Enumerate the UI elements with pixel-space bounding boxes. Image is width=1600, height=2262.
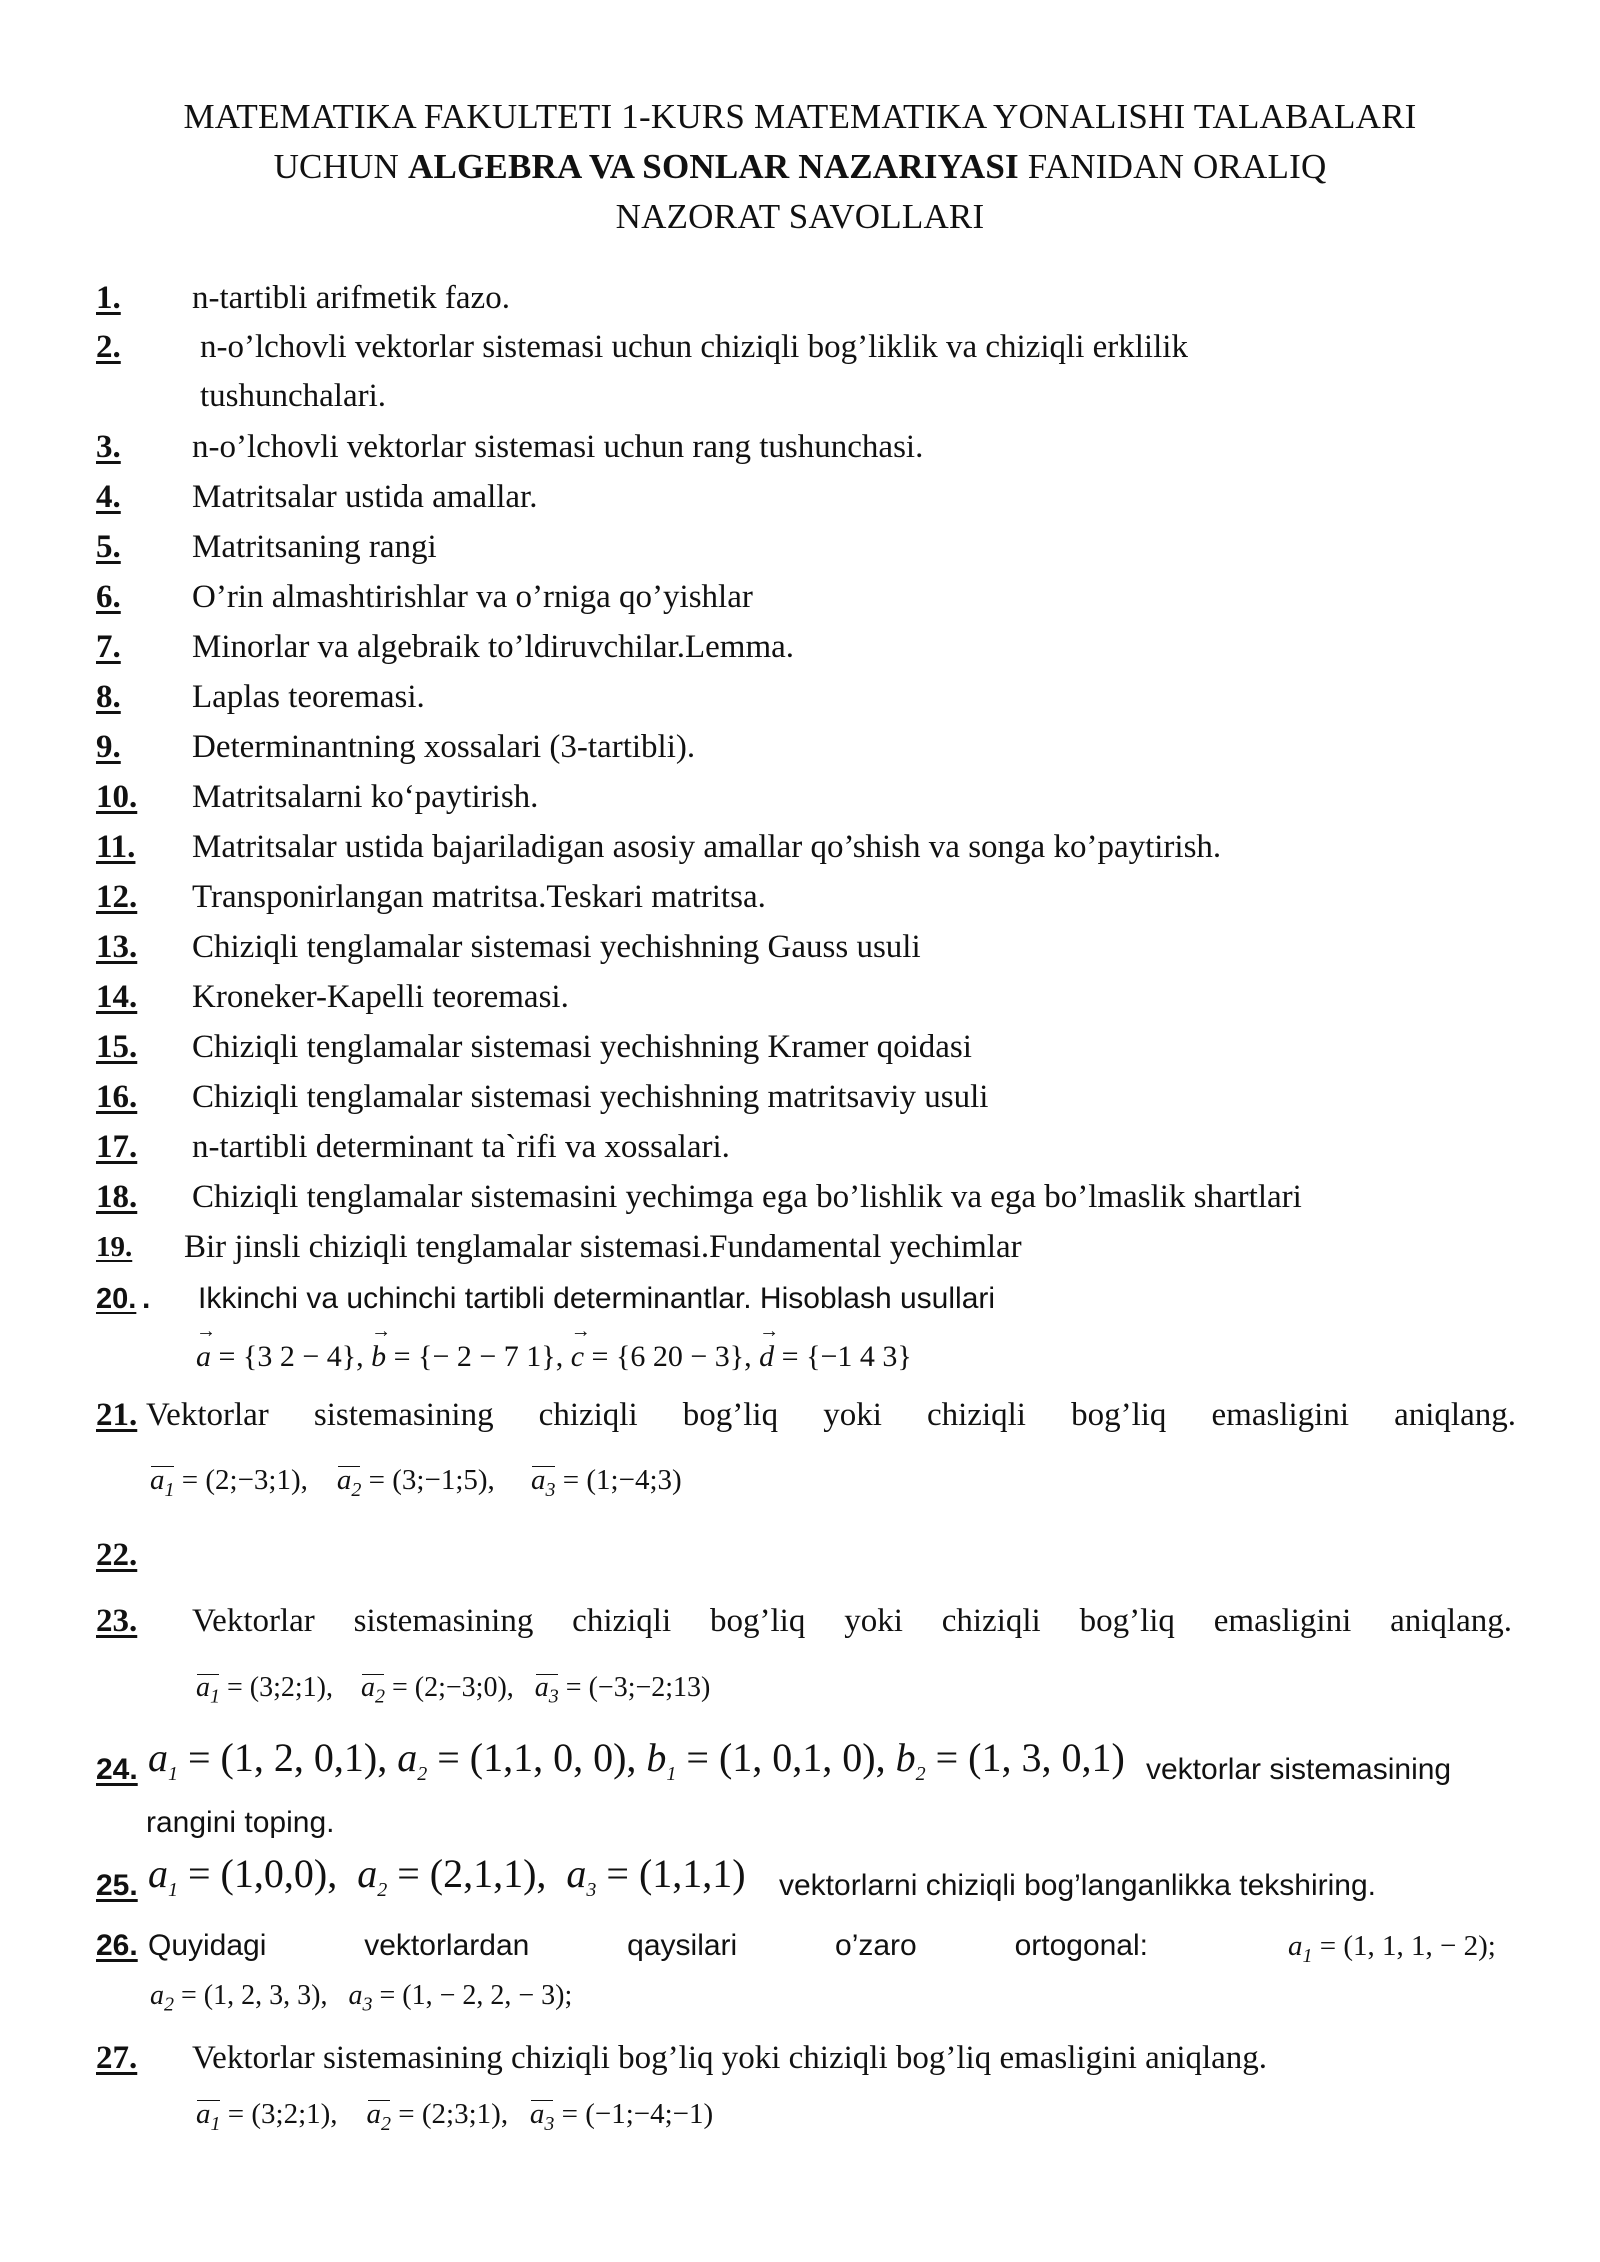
question-number: 3. [96, 429, 121, 465]
question-number: 6. [96, 579, 121, 615]
question-number: 19. [96, 1231, 133, 1263]
question-number: 7. [96, 629, 121, 665]
question-number: 25. [96, 1869, 138, 1902]
q26-vectors [150, 1980, 572, 2017]
q21-vectors [150, 1464, 682, 1502]
vector-a3-symbol: $a_3$ [348, 1980, 373, 2016]
question-number: 14. [96, 979, 138, 1015]
vector-a3-value: = (1;−4;3) [562, 1464, 682, 1496]
title-line-2-pre: UCHUN [273, 147, 408, 186]
vector-a1-value: = (3;2;1), [227, 2098, 338, 2130]
vector-a3-symbol: $a_3$ [531, 1464, 556, 1501]
vector-c-value: = {6 20 − 3}, [591, 1340, 752, 1373]
q25-vectors [148, 1851, 746, 1910]
vector-a2-value: = (2;−3;0), [392, 1672, 514, 1703]
question-number: 17. [96, 1129, 138, 1165]
vector-a1-symbol: $a_1$ [196, 1672, 220, 1708]
question-text: Chiziqli tenglamalar sistemasi yechishning Kramer qoidasi [192, 1029, 972, 1065]
question-number: 20. [96, 1283, 137, 1315]
question-text: Vektorlar sistemasining chiziqli bog’liq yoki chiziqli bog’liq emasligini aniqlang. [146, 1397, 1516, 1433]
vector-a1-symbol: $a_1$ [1288, 1930, 1313, 1967]
question-text: n-tartibli arifmetik fazo. [192, 280, 510, 316]
question-number: 11. [96, 829, 136, 865]
question-text: Matritsalar ustida amallar. [192, 479, 538, 515]
vector-a3-symbol: $a_3$ [566, 1851, 597, 1901]
vector-a2-value: = (3;−1;5), [368, 1464, 495, 1496]
question-number: 22. [96, 1537, 138, 1573]
question-text: n-o’lchovli vektorlar sistemasi uchun rang tushunchasi. [192, 429, 924, 465]
vector-a1-symbol: $a_1$ [196, 2098, 221, 2135]
question-number: 21. [96, 1397, 138, 1433]
vector-a2-symbol: $a_2$ [357, 1851, 388, 1901]
question-text: Quyidagi vektorlardan qaysilari o’zaro ortogonal: [148, 1929, 1148, 1962]
question-text: vektorlar sistemasining [1146, 1753, 1452, 1786]
vector-a2-value: = (1,1, 0, 0), [437, 1735, 637, 1780]
vector-a2-symbol: $a_2$ [150, 1980, 174, 2016]
vector-a1-symbol: $a_1$ [148, 1735, 178, 1785]
question-number: 9. [96, 729, 121, 765]
question-text: n-tartibli determinant ta`rifi va xossalari. [192, 1129, 730, 1165]
vector-a3-value: = (1, − 2, 2, − 3); [379, 1980, 573, 2011]
vector-a3-symbol: $a_3$ [534, 1672, 559, 1708]
question-text: O’rin almashtirishlar va o’rniga qo’yishlar [192, 579, 753, 615]
question-text: Vektorlar sistemasining chiziqli bog’liq yoki chiziqli bog’liq emasligini aniqlang. [192, 1603, 1512, 1639]
vector-a2-value: = (1, 2, 3, 3), [181, 1980, 328, 2011]
question-number: 15. [96, 1029, 138, 1065]
vector-a2-symbol: $a_2$ [397, 1735, 428, 1785]
vector-b2-symbol: $b_2$ [895, 1735, 926, 1785]
vector-d-value: = {−1 4 3} [781, 1340, 912, 1373]
question-number: 8. [96, 679, 121, 715]
vector-a2-symbol: $a_2$ [366, 2098, 392, 2135]
vector-a-value: = {3 2 − 4}, [218, 1340, 364, 1373]
question-text: Matritsalarni ko‘paytirish. [192, 779, 539, 815]
vector-c-symbol: → c [571, 1340, 584, 1374]
question-number: 24. [96, 1753, 138, 1786]
question-number: 12. [96, 879, 138, 915]
question-number: 26. [96, 1929, 138, 1962]
vector-d-symbol: → d [759, 1340, 774, 1374]
question-number: 2. [96, 329, 121, 365]
vector-a1-value: = (1, 2, 0,1), [188, 1735, 388, 1780]
question-text: Transponirlangan matritsa.Teskari matritsa. [192, 879, 766, 915]
vector-a3-symbol: $a_3$ [529, 2098, 555, 2135]
vector-b1-symbol: $b_1$ [646, 1735, 677, 1785]
question-text: Chiziqli tenglamalar sistemasi yechishning Gauss usuli [192, 929, 921, 965]
q24-vectors [148, 1735, 1125, 1794]
vector-a1-value: = (3;2;1), [227, 1672, 333, 1703]
question-number: 23. [96, 1603, 138, 1639]
question-text-continued: tushunchalari. [200, 378, 387, 414]
question-text: Matritsalar ustida bajariladigan asosiy amallar qo’shish va songa ko’paytirish. [192, 829, 1222, 865]
vector-b1-value: = (1, 0,1, 0), [686, 1735, 886, 1780]
question-text: Minorlar va algebraik to’ldiruvchilar.Lemma. [192, 629, 795, 665]
vector-b-value: = {− 2 − 7 1}, [393, 1340, 564, 1373]
question-24 [96, 1735, 1516, 1796]
question-number: 27. [96, 2040, 138, 2076]
question-number: 13. [96, 929, 138, 965]
q20-vectors [196, 1340, 912, 1374]
question-text: Matritsaning rangi [192, 529, 437, 565]
question-number: 1. [96, 280, 121, 316]
q26-vector-a1 [1288, 1926, 1496, 1976]
vector-b-symbol: → b [371, 1340, 386, 1374]
vector-a1-value: = (2;−3;1), [181, 1464, 308, 1496]
vector-a3-value: = (−3;−2;13) [565, 1672, 711, 1703]
question-text: Chiziqli tenglamalar sistemasi yechishning matritsaviy usuli [192, 1079, 989, 1115]
question-number: 4. [96, 479, 121, 515]
question-text: Bir jinsli chiziqli tenglamalar sistemasi.Fundamental yechimlar [184, 1229, 1022, 1265]
vector-a-symbol: → a [196, 1340, 211, 1374]
question-25 [96, 1851, 1516, 1912]
title-course-name: ALGEBRA VA SONLAR NAZARIYASI [407, 147, 1019, 186]
vector-a2-value: = (2;3;1), [398, 2098, 509, 2130]
title-line-2-post: FANIDAN ORALIQ [1018, 147, 1327, 186]
question-text: Determinantning xossalari (3-tartibli). [192, 729, 696, 765]
document-title [80, 92, 1520, 242]
vector-a1-symbol: $a_1$ [148, 1851, 178, 1901]
vector-a3-value: = (1,1,1) [606, 1851, 746, 1896]
q27-vectors [196, 2098, 713, 2136]
vector-b2-value: = (1, 3, 0,1) [935, 1735, 1125, 1780]
question-text: Chiziqli tenglamalar sistemasini yechimga ega bo’lishlik va ega bo’lmaslik shartlari [192, 1179, 1302, 1215]
title-line-3: NAZORAT SAVOLLARI [615, 197, 985, 236]
question-number: 16. [96, 1079, 138, 1115]
vector-a2-value: = (2,1,1), [397, 1851, 547, 1896]
vector-a1-value: = (1, 1, 1, − 2); [1319, 1930, 1496, 1962]
question-text: vektorlarni chiziqli bog’langanlikka tekshiring. [779, 1869, 1376, 1902]
question-number: 18. [96, 1179, 138, 1215]
question-text: Ikkinchi va uchinchi tartibli determinantlar. Hisoblash usullari [198, 1282, 996, 1315]
question-text: Laplas teoremasi. [192, 679, 425, 715]
q23-vectors [196, 1672, 710, 1709]
vector-a2-symbol: $a_2$ [336, 1464, 362, 1501]
question-text: n-o’lchovli vektorlar sistemasi uchun chiziqli bog’liklik va chiziqli erklilik [200, 329, 1188, 365]
vector-a1-symbol: $a_1$ [150, 1464, 175, 1501]
vector-a1-value: = (1,0,0), [188, 1851, 338, 1896]
question-number-suffix: . [142, 1282, 151, 1315]
question-text: Kroneker-Kapelli teoremasi. [192, 979, 569, 1015]
question-text: Vektorlar sistemasining chiziqli bog’liq yoki chiziqli bog’liq emasligini aniqlang. [192, 2040, 1268, 2076]
title-line-2 [80, 142, 1520, 192]
vector-a2-symbol: $a_2$ [361, 1672, 385, 1708]
question-number: 5. [96, 529, 121, 565]
question-text-continued: rangini toping. [146, 1806, 335, 1839]
title-line-1: MATEMATIKA FAKULTETI 1-KURS MATEMATIKA YONALISHI TALABALARI [183, 97, 1417, 136]
vector-a3-value: = (−1;−4;−1) [561, 2098, 714, 2130]
question-number: 10. [96, 779, 138, 815]
